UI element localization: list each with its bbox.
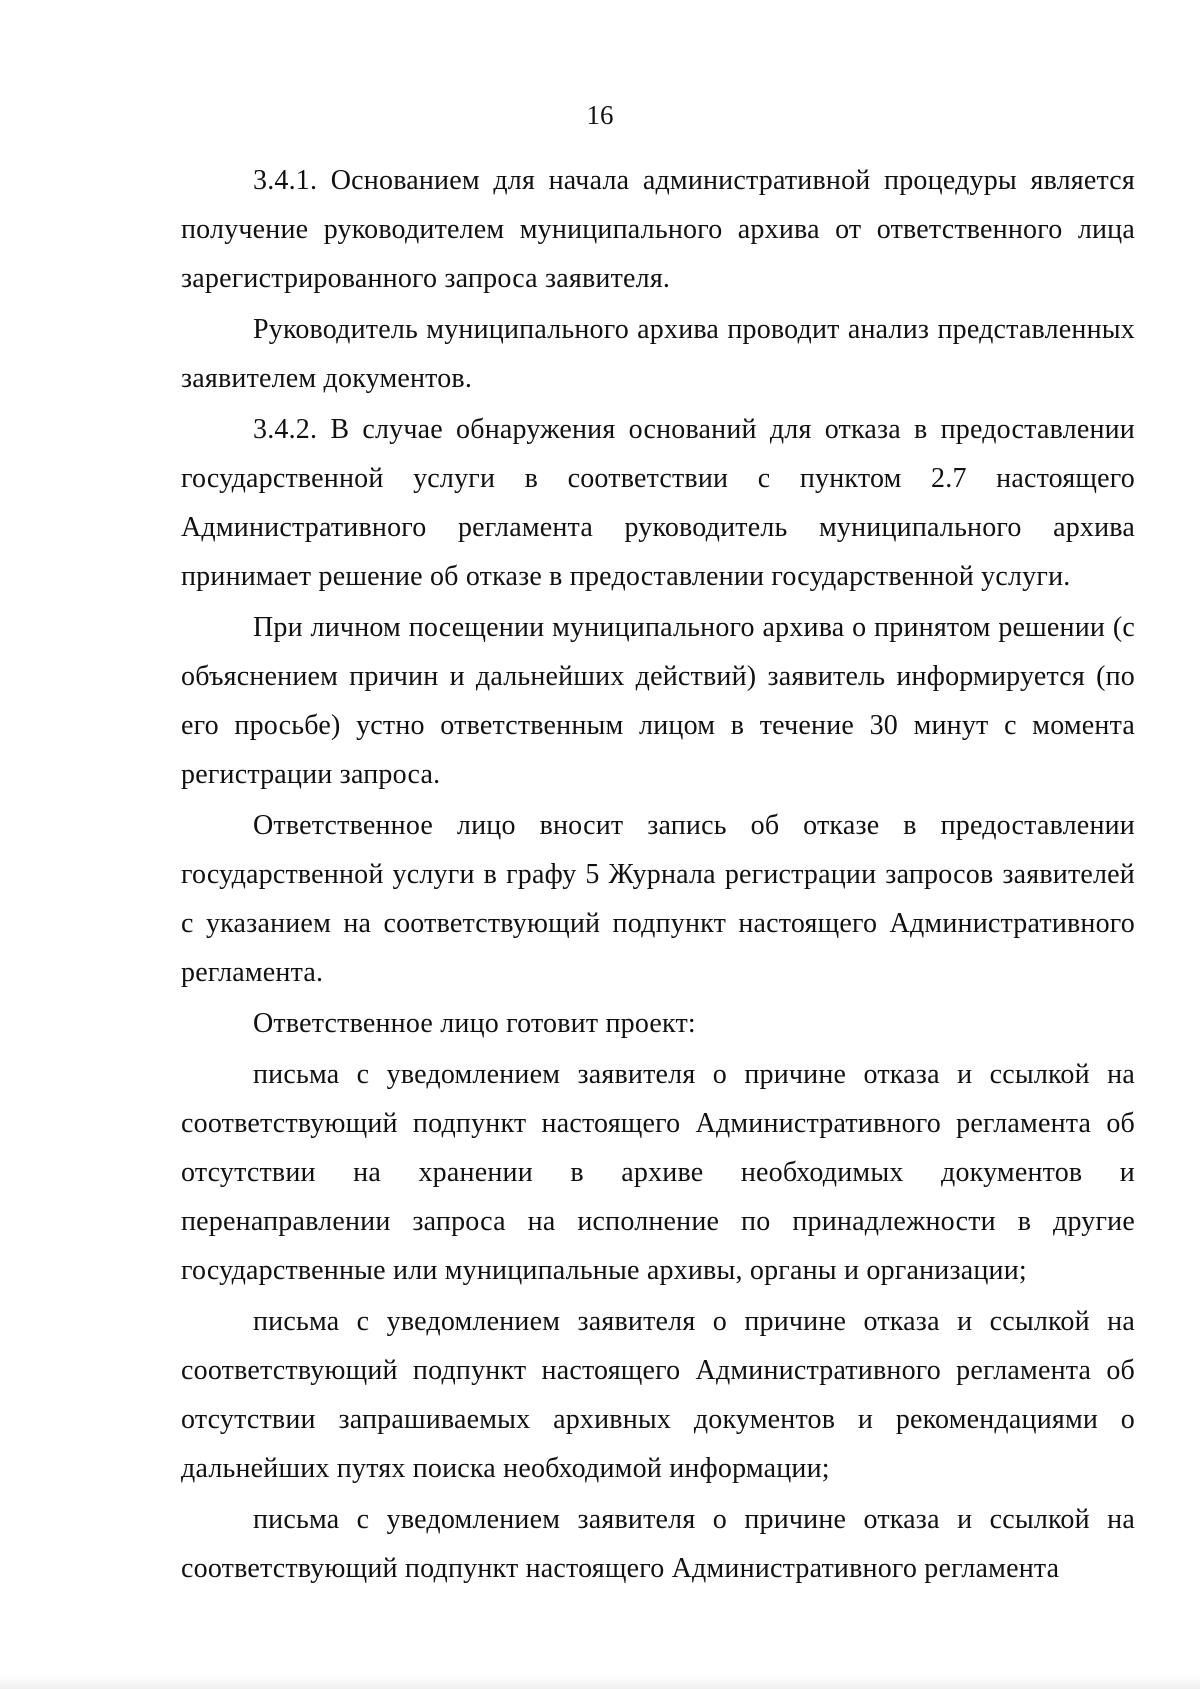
paragraph-3-4-2: 3.4.2. В случае обнаружения оснований для отказа в предоставлении государственной услуги в соответствии с пунктом 2.7 настоящего Административного регламента руководитель муниципального архива принимает решение об отказе в предоставлении государственной услуги. <box>181 414 1135 592</box>
page-number: 16 <box>586 100 614 130</box>
scan-bottom-edge <box>0 1675 1200 1689</box>
paragraph-draft-intro: Ответственное лицо готовит проект: <box>253 1008 696 1039</box>
paragraph-3-4-1: 3.4.1. Основанием для начала административной процедуры является получение руководителем муниципального архива от ответственного лица зарегистрированного запроса заявителя. <box>181 165 1135 294</box>
paragraph-archive-head-analysis: Руководитель муниципального архива проводит анализ представленных заявителем документов. <box>181 314 1135 394</box>
paragraph-personal-visit: При личном посещении муниципального архива о принятом решении (с объяснением причин и дальнейших действий) заявитель информируется (по его просьбе) устно ответственным лицом в течение 30 минут с момента регистрации запроса. <box>181 612 1135 790</box>
paragraph-letter-redirect: письма с уведомлением заявителя о причине отказа и ссылкой на соответствующий подпункт настоящего Административного регламента об отсутствии на хранении в архиве необходимых документов и перенаправлении запроса на исполнение по принадлежности в другие государственные или муниципальные архивы, органы и организации; <box>181 1059 1135 1286</box>
paragraph-letter-continued: письма с уведомлением заявителя о причине отказа и ссылкой на соответствующий подпункт настоящего Административного регламента <box>181 1504 1135 1584</box>
document-body <box>181 156 1135 1593</box>
paragraph-journal-entry: Ответственное лицо вносит запись об отказе в предоставлении государственной услуги в графу 5 Журнала регистрации запросов заявителей с указанием на соответствующий подпункт настоящего Административного регламента. <box>181 810 1135 988</box>
paragraph-letter-absence: письма с уведомлением заявителя о причине отказа и ссылкой на соответствующий подпункт настоящего Административного регламента об отсутствии запрашиваемых архивных документов и рекомендациями о дальнейших путях поиска необходимой информации; <box>181 1306 1135 1484</box>
